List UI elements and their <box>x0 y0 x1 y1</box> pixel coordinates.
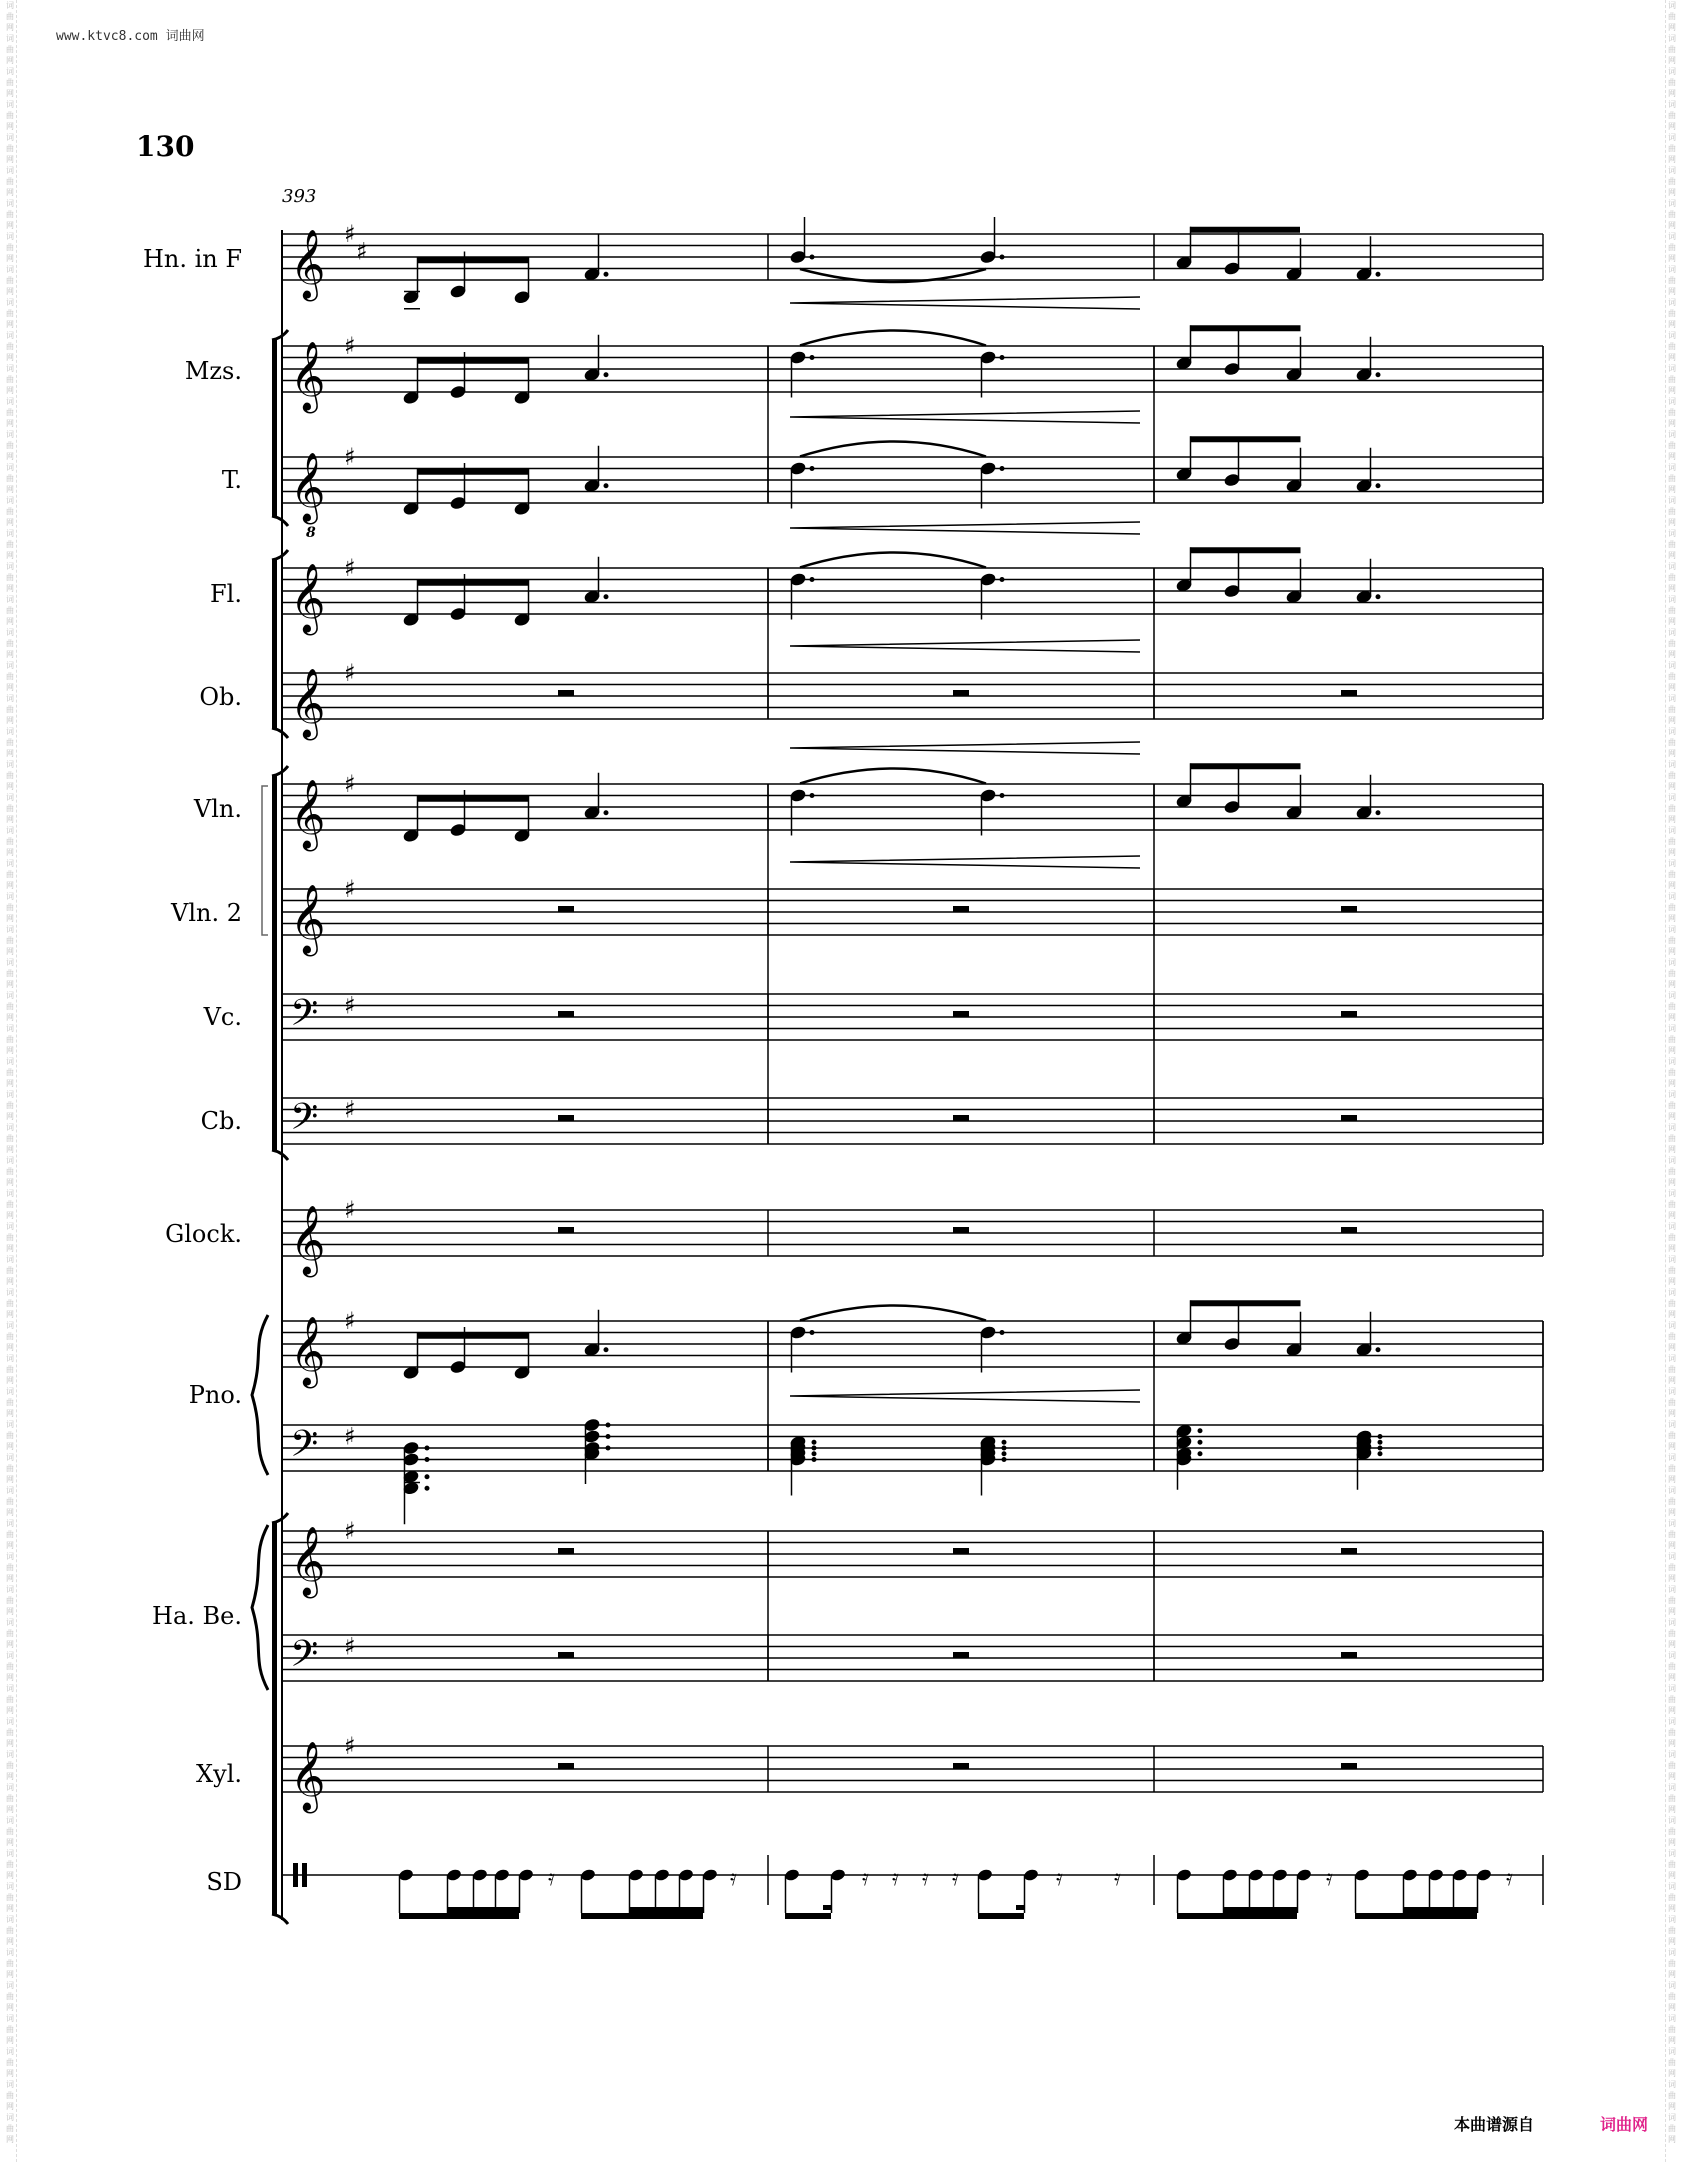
augmentation-dot <box>425 1474 430 1479</box>
beam <box>1191 325 1301 331</box>
augmentation-dot <box>1000 355 1005 360</box>
tie <box>800 1306 986 1321</box>
key-sharp: ♯ <box>344 659 356 687</box>
key-sharp: ♯ <box>344 1732 356 1760</box>
beam <box>1191 547 1301 553</box>
augmentation-dot <box>1000 577 1005 582</box>
augmentation-dot <box>1002 1446 1007 1451</box>
beam <box>1191 436 1301 442</box>
beam <box>581 1913 703 1919</box>
crescendo-hairpin <box>790 1390 1140 1402</box>
treble-clef: 𝄞 <box>290 341 326 411</box>
augmentation-dot <box>1000 255 1005 260</box>
augmentation-dot <box>1376 810 1381 815</box>
key-sharp: ♯ <box>344 875 356 903</box>
measure-rest <box>1341 690 1357 696</box>
treble-clef: 𝄞 <box>290 779 326 849</box>
instrument-label-snare-drum: SD <box>206 1868 242 1896</box>
crescendo-hairpin <box>790 640 1140 652</box>
augmentation-dot <box>1198 1440 1203 1445</box>
crescendo-hairpin <box>790 297 1140 309</box>
measure-rest <box>1341 1115 1357 1121</box>
key-sharp: ♯ <box>344 1307 356 1335</box>
tie <box>800 769 986 784</box>
string-bracket-hook <box>272 766 288 776</box>
measure-rest <box>1341 1227 1357 1233</box>
beam <box>447 1907 519 1913</box>
sixteenth-rest: 𝄿 <box>862 1866 869 1891</box>
treble-clef: 𝄞 <box>290 1526 326 1596</box>
augmentation-dot <box>812 1440 817 1445</box>
sixteenth-rest: 𝄿 <box>892 1866 899 1891</box>
key-sharp: ♯ <box>344 332 356 360</box>
beam <box>418 796 529 802</box>
measure-rest <box>953 1652 969 1658</box>
augmentation-dot <box>1000 793 1005 798</box>
measure-rest <box>1341 1548 1357 1554</box>
augmentation-dot <box>425 1446 430 1451</box>
bass-clef: 𝄢 <box>290 992 319 1043</box>
treble-clef: 𝄞 <box>290 1205 326 1275</box>
percussion-bracket-hook <box>272 1513 288 1523</box>
tie <box>800 553 986 568</box>
augmentation-dot <box>1000 1330 1005 1335</box>
augmentation-dot <box>1002 1457 1007 1462</box>
measure-rest <box>558 906 574 912</box>
augmentation-dot <box>1378 1446 1383 1451</box>
augmentation-dot <box>425 1486 430 1491</box>
beam <box>418 469 529 475</box>
augmentation-dot <box>1198 1428 1203 1433</box>
instrument-label-violin-2: Vln. 2 <box>171 899 242 927</box>
key-sharp: ♯ <box>344 554 356 582</box>
augmentation-dot <box>606 1446 611 1451</box>
measure-rest <box>1341 1011 1357 1017</box>
augmentation-dot <box>604 1347 609 1352</box>
measure-rest <box>1341 1763 1357 1769</box>
instrument-label-violin: Vln. <box>193 795 242 823</box>
key-sharp: ♯ <box>344 1422 356 1451</box>
treble-clef: 𝄞 <box>290 884 326 954</box>
sixteenth-rest: 𝄿 <box>730 1866 737 1891</box>
augmentation-dot <box>810 793 815 798</box>
crescendo-hairpin <box>790 522 1140 534</box>
sixteenth-rest: 𝄿 <box>952 1866 959 1891</box>
augmentation-dot <box>604 810 609 815</box>
augmentation-dot <box>810 577 815 582</box>
partial-beam <box>1016 1905 1024 1910</box>
augmentation-dot <box>812 1451 817 1456</box>
page-number: 130 <box>136 130 195 163</box>
voice-bracket-hook <box>272 516 288 526</box>
measure-rest <box>558 1763 574 1769</box>
woodwind-bracket-hook <box>272 728 288 738</box>
crescendo-hairpin <box>790 856 1140 868</box>
measure-rest <box>953 1763 969 1769</box>
treble-clef: 𝄞 <box>290 563 326 633</box>
measure-rest <box>953 1227 969 1233</box>
instrument-label-piano: Pno. <box>188 1381 242 1409</box>
instrument-label-glockenspiel: Glock. <box>165 1220 242 1248</box>
instrument-label-harp: Ha. Be. <box>152 1602 242 1630</box>
instrument-label-oboe: Ob. <box>199 683 242 711</box>
sixteenth-rest: 𝄿 <box>548 1866 555 1891</box>
beam <box>418 580 529 586</box>
beam <box>418 1333 529 1339</box>
treble-clef: 𝄞 <box>290 668 326 738</box>
key-sharp: ♯ <box>344 1095 356 1124</box>
bass-clef: 𝄢 <box>290 1633 319 1684</box>
augmentation-dot <box>1376 272 1381 277</box>
instrument-label-horn: Hn. in F <box>142 245 242 273</box>
augmentation-dot <box>604 272 609 277</box>
instrument-label-cello: Vc. <box>203 1003 242 1031</box>
measure-rest <box>1341 1652 1357 1658</box>
tie <box>800 442 986 457</box>
augmentation-dot <box>1376 594 1381 599</box>
key-sharp: ♯ <box>344 1517 356 1545</box>
augmentation-dot <box>606 1434 611 1439</box>
beam <box>1355 1913 1477 1919</box>
beam <box>629 1907 703 1913</box>
instrument-label-tenor: T. <box>221 466 242 494</box>
measure-rest <box>1341 906 1357 912</box>
augmentation-dot <box>812 1457 817 1462</box>
sixteenth-rest: 𝄿 <box>1056 1866 1063 1891</box>
string-bracket <box>272 776 277 1150</box>
augmentation-dot <box>604 594 609 599</box>
measure-rest <box>558 1548 574 1554</box>
augmentation-dot <box>1376 1347 1381 1352</box>
beam <box>978 1913 1024 1919</box>
treble-clef: 𝄞 <box>290 1741 326 1811</box>
violin-sub-bracket <box>262 786 268 935</box>
tie <box>800 331 986 346</box>
footer-source-text: 本曲谱源自 <box>1454 2115 1535 2134</box>
augmentation-dot <box>1002 1451 1007 1456</box>
measure-rest <box>558 1652 574 1658</box>
partial-beam <box>823 1905 831 1910</box>
augmentation-dot <box>1378 1440 1383 1445</box>
measure-rest <box>558 1011 574 1017</box>
beam <box>1191 1300 1301 1306</box>
key-sharp: ♯ <box>344 991 356 1020</box>
measure-rest <box>558 1227 574 1233</box>
augmentation-dot <box>810 355 815 360</box>
piano-brace <box>252 1315 268 1475</box>
source-url[interactable]: www.ktvc8.com 词曲网 <box>56 29 205 44</box>
beam <box>417 257 528 263</box>
beam <box>1177 1913 1297 1919</box>
measure-rest <box>558 1115 574 1121</box>
key-sharp: ♯ <box>356 237 368 266</box>
measure-rest <box>953 690 969 696</box>
sixteenth-rest: 𝄿 <box>1506 1866 1513 1891</box>
beam <box>785 1913 831 1919</box>
key-sharp: ♯ <box>344 443 356 471</box>
instrument-label-xylophone: Xyl. <box>196 1760 242 1788</box>
sixteenth-rest: 𝄿 <box>1326 1866 1333 1891</box>
treble-clef: 𝄞 <box>290 1316 326 1386</box>
measure-rest <box>558 690 574 696</box>
augmentation-dot <box>604 372 609 377</box>
augmentation-dot <box>1378 1451 1383 1456</box>
key-sharp: ♯ <box>344 220 356 248</box>
key-sharp: ♯ <box>344 770 356 798</box>
bass-clef: 𝄢 <box>290 1423 319 1474</box>
augmentation-dot <box>1376 483 1381 488</box>
beam <box>1191 763 1301 769</box>
beam <box>418 358 529 364</box>
instrument-label-flute: Fl. <box>210 580 242 608</box>
woodwind-bracket-hook <box>272 550 288 560</box>
augmentation-dot <box>810 466 815 471</box>
treble-clef: 𝄞 <box>290 229 326 299</box>
instrument-label-mezzo: Mzs. <box>184 357 242 385</box>
augmentation-dot <box>1376 372 1381 377</box>
augmentation-dot <box>606 1423 611 1428</box>
measure-rest <box>953 906 969 912</box>
string-bracket-hook <box>272 1150 288 1160</box>
percussion-clef-bar <box>293 1863 298 1887</box>
beam <box>1190 227 1300 233</box>
augmentation-dot <box>1198 1451 1203 1456</box>
augmentation-dot <box>810 1330 815 1335</box>
augmentation-dot <box>1378 1434 1383 1439</box>
footer-brand-link[interactable]: 词曲网 <box>1600 2115 1649 2134</box>
key-sharp: ♯ <box>344 1196 356 1224</box>
octave-marker: 8 <box>306 525 316 541</box>
crescendo-hairpin <box>790 411 1140 423</box>
beam <box>1403 1907 1477 1913</box>
measure-rest <box>953 1011 969 1017</box>
treble-clef: 𝄞 <box>290 452 326 522</box>
beam <box>1223 1907 1297 1913</box>
measure-number: 393 <box>282 186 317 207</box>
augmentation-dot <box>604 483 609 488</box>
beam <box>399 1913 519 1919</box>
sixteenth-rest: 𝄿 <box>922 1866 929 1891</box>
measure-rest <box>953 1115 969 1121</box>
augmentation-dot <box>812 1446 817 1451</box>
bass-clef: 𝄢 <box>290 1096 319 1147</box>
voice-bracket <box>272 340 277 516</box>
sixteenth-rest: 𝄿 <box>1114 1866 1121 1891</box>
percussion-clef-bar <box>302 1863 307 1887</box>
instrument-label-contrabass: Cb. <box>200 1107 242 1135</box>
augmentation-dot <box>1000 466 1005 471</box>
harp-brace <box>252 1525 268 1690</box>
key-sharp: ♯ <box>344 1632 356 1661</box>
augmentation-dot <box>1002 1440 1007 1445</box>
augmentation-dot <box>810 255 815 260</box>
percussion-bracket <box>272 1523 277 1914</box>
right-watermark-strip: 词曲网词曲网词曲网词曲网词曲网词曲网词曲网词曲网词曲网词曲网词曲网词曲网词曲网词曲网词曲网词曲网词曲网词曲网词曲网词曲网词曲网词曲网词曲网词曲网词曲网词曲网词曲网词曲网词曲网词曲网词曲网词曲网词曲网词曲网词曲网词曲网词曲网词曲网词曲网词曲网词曲网词曲网词曲网词曲网词曲网词曲网词曲网词曲网词曲网词曲网词曲网词曲网词曲网词曲网词曲网词曲网词曲网词曲网词曲网词曲网词曲网词曲网词曲网词曲网词曲网 <box>1665 0 1678 2162</box>
left-watermark-strip: 词曲网词曲网词曲网词曲网词曲网词曲网词曲网词曲网词曲网词曲网词曲网词曲网词曲网词曲网词曲网词曲网词曲网词曲网词曲网词曲网词曲网词曲网词曲网词曲网词曲网词曲网词曲网词曲网词曲网词曲网词曲网词曲网词曲网词曲网词曲网词曲网词曲网词曲网词曲网词曲网词曲网词曲网词曲网词曲网词曲网词曲网词曲网词曲网词曲网词曲网词曲网词曲网词曲网词曲网词曲网词曲网词曲网词曲网词曲网词曲网词曲网词曲网词曲网词曲网词曲网 <box>4 0 17 2162</box>
crescendo-hairpin <box>790 742 1140 754</box>
woodwind-bracket <box>272 560 277 728</box>
voice-bracket-hook <box>272 330 288 340</box>
percussion-bracket-hook <box>272 1914 288 1924</box>
augmentation-dot <box>425 1457 430 1462</box>
measure-rest <box>953 1548 969 1554</box>
